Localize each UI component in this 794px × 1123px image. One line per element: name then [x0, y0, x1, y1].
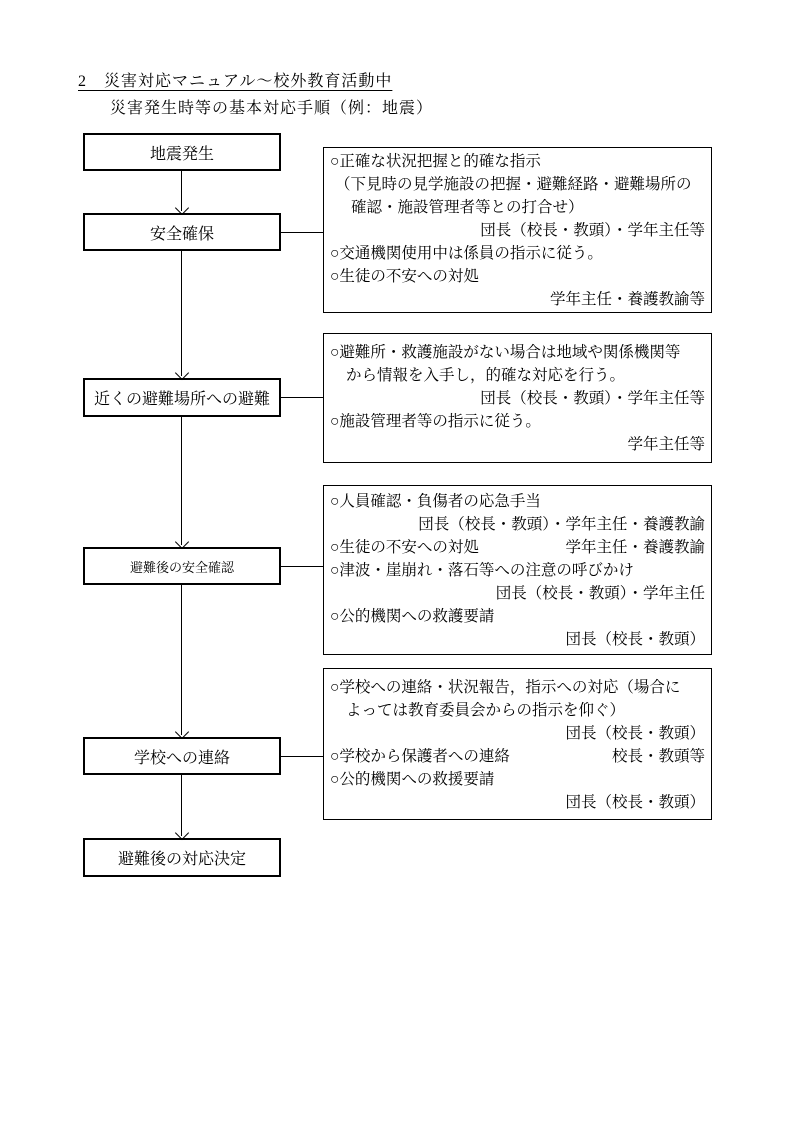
step-box-earthquake	[83, 133, 281, 171]
detail-line-role: 学年主任等	[627, 436, 705, 453]
detail-line-role: 学年主任・養護教諭	[565, 539, 705, 556]
detail-line: よっては教育委員会からの指示を仰ぐ）	[346, 702, 626, 719]
detail-box-contact-school	[323, 668, 712, 820]
step-box-decide-response	[83, 838, 281, 877]
detail-line: ○生徒の不安への対処	[330, 268, 479, 285]
step-label: 安全確保	[149, 225, 214, 243]
detail-line: ○津波・崖崩れ・落石等への注意の呼びかけ	[330, 562, 634, 579]
detail-line-left: ○学校から保護者への連絡	[330, 748, 510, 765]
detail-box-evacuate	[323, 333, 712, 463]
detail-line: ○正確な状況把握と的確な指示	[330, 153, 541, 170]
detail-line: ○施設管理者等の指示に従う。	[330, 413, 541, 430]
connector-contact-school-detail	[281, 756, 323, 757]
detail-line-role: 団長（校長・教頭）・学年主任等	[480, 390, 705, 407]
flow-line-2	[181, 251, 182, 376]
detail-line: 確認・施設管理者等との打合せ）	[351, 199, 584, 216]
detail-line-role: 団長（校長・教頭）・学年主任等	[480, 222, 705, 239]
step-label: 学校への連絡	[133, 749, 230, 767]
detail-line: ○公的機関への救援要請	[330, 771, 495, 788]
detail-line: から情報を入手し，的確な対応を行う。	[346, 367, 626, 384]
detail-line-left: ○生徒の不安への対処	[330, 539, 479, 556]
detail-line: ○交通機関使用中は係員の指示に従う。	[330, 245, 603, 262]
flow-line-3	[181, 417, 182, 545]
step-box-contact-school	[83, 737, 281, 775]
detail-line: ○避難所・救護施設がない場合は地域や関係機関等	[330, 344, 681, 361]
step-box-safety-check	[83, 547, 281, 585]
connector-safety-detail	[281, 232, 323, 233]
page-title: 2 災害対応マニュアル～校外教育活動中	[78, 73, 393, 90]
flow-line-4	[181, 585, 182, 735]
detail-box-safety	[323, 147, 712, 313]
detail-line-role: 団長（校長・教頭）	[565, 725, 705, 742]
step-label: 避難後の安全確認	[129, 559, 234, 575]
detail-line-role: 団長（校長・教頭）	[565, 794, 705, 811]
detail-line	[330, 536, 705, 559]
detail-line-role: 団長（校長・教頭）・学年主任	[495, 585, 705, 602]
detail-line: （下見時の見学施設の把握・避難経路・避難場所の	[335, 176, 692, 193]
page-subtitle: 災害発生時等の基本対応手順（例：地震）	[110, 100, 434, 117]
detail-line: ○学校への連絡・状況報告，指示への対応（場合に	[330, 679, 681, 696]
step-label: 地震発生	[149, 145, 214, 163]
detail-line: ○人員確認・負傷者の応急手当	[330, 493, 541, 510]
step-box-safety	[83, 213, 281, 251]
detail-line-role: 団長（校長・教頭）	[565, 631, 705, 648]
detail-line: ○公的機関への救護要請	[330, 608, 495, 625]
step-label: 近くの避難場所への避難	[93, 391, 270, 408]
detail-line-role: 団長（校長・教頭）・学年主任・養護教諭	[418, 516, 705, 533]
detail-box-safety-check	[323, 485, 712, 655]
connector-safety-check-detail	[281, 566, 323, 567]
step-box-evacuate	[83, 378, 281, 417]
detail-line-role: 校長・教頭等	[611, 748, 705, 765]
detail-line-role: 学年主任・養護教諭等	[549, 291, 705, 308]
connector-evacuate-detail	[281, 397, 323, 398]
step-label: 避難後の対応決定	[117, 851, 246, 868]
detail-line	[330, 745, 705, 768]
